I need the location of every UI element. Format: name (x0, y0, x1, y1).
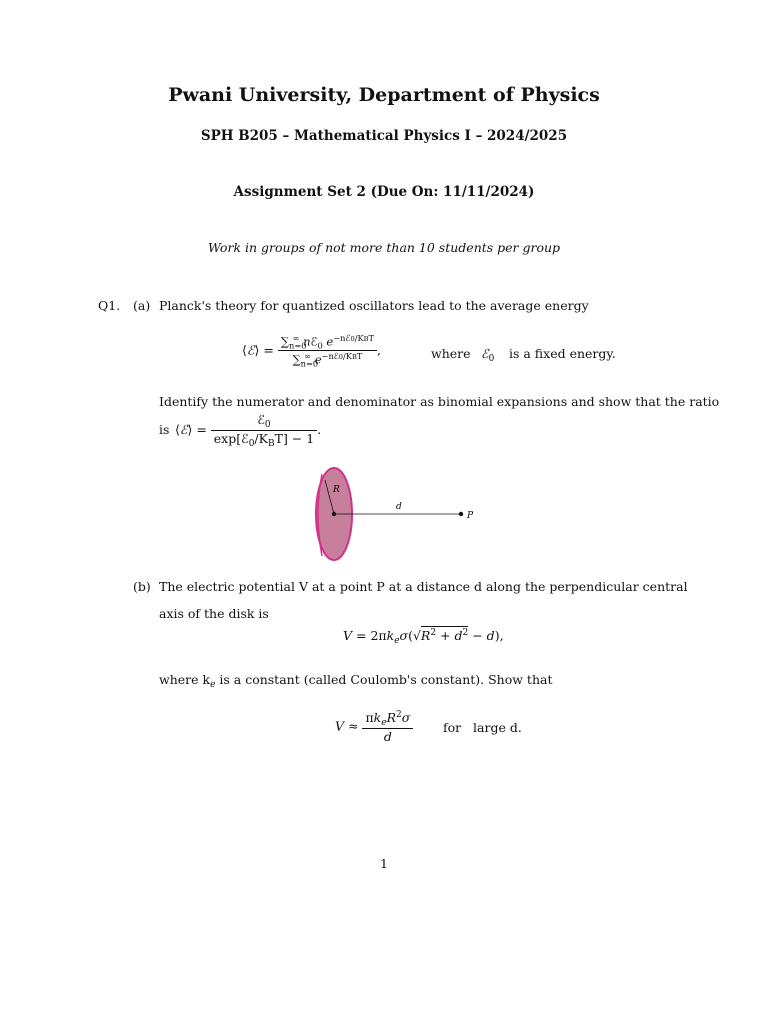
identify-text: Identify the numerator and denominator as binomial expansions and show that the ratio (159, 394, 720, 409)
part-b-line2: axis of the disk is (159, 606, 269, 621)
radius-label: R (333, 485, 340, 495)
question-label: Q1. (98, 298, 121, 313)
part-a-intro: Planck's theory for quantized oscillators lead to the average energy (159, 298, 589, 313)
page-number: 1 (380, 856, 388, 871)
fixed-energy-text: is a fixed energy. (509, 346, 616, 361)
where-label: where (431, 346, 471, 361)
average-energy-equation: ⟨ℰ⟩ = $\frac{\sum_{n=0}^\infty nℰ_0 e^{-nℰ0/KBT}}{\sum_{n=0}^\infty e^{-nℰ0/KBT}}$ , (242, 333, 381, 369)
point-label: P (467, 511, 474, 521)
disk-center-point (332, 512, 336, 516)
ratio-result-equation: ⟨ℰ⟩ = $\frac{ℰ_0}{\exp[ℰ_0/K_BT] - 1}$ . (175, 412, 322, 450)
is-label: is (159, 422, 170, 437)
coulomb-constant-text: where $k_e$ is a constant (called Coulomb's constant). Show that (159, 672, 553, 691)
assignment-line: Assignment Set 2 (Due On: 11/11/2024) (233, 184, 535, 200)
part-a-label: (a) (133, 298, 151, 313)
potential-equation: $V = 2\pi k_e\sigma(√R^2 + d^2 - d)$, (343, 628, 504, 647)
part-b-line1: The electric potential V at a point P at a distance d along the perpendicular central (159, 579, 688, 594)
course-line: SPH B205 – Mathematical Physics I – 2024/2025 (200, 128, 568, 144)
point-p (459, 512, 463, 516)
large-d-text: for large d. (443, 720, 522, 735)
part-b-label: (b) (133, 579, 151, 594)
group-note: Work in groups of not more than 10 students per group (207, 240, 561, 255)
document-title: Pwani University, Department of Physics (168, 84, 600, 106)
approximation-equation: V ≈ $\frac{\pi k_eR^2\sigma}{d}$ (335, 710, 413, 744)
e0-symbol: ℰ$_0$ (481, 346, 495, 365)
distance-label: d (396, 502, 402, 512)
charged-disk-figure (300, 462, 490, 562)
